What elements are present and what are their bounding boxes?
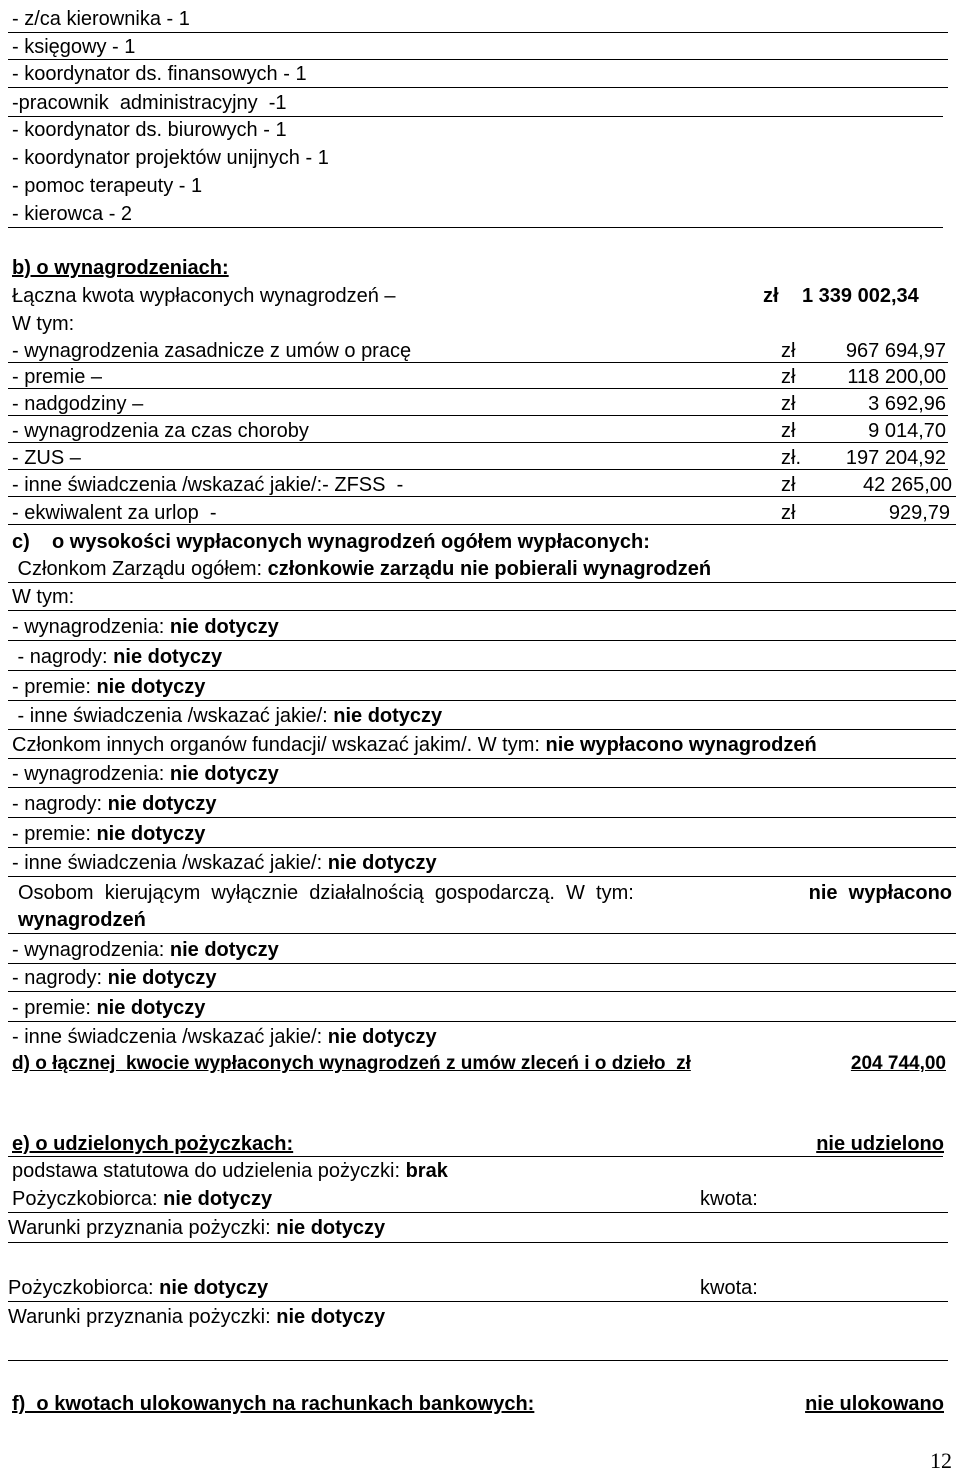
wage-row-value: 118 200,00 — [847, 366, 946, 388]
rule — [8, 1021, 956, 1022]
wage-row-label: - ekwiwalent za urlop - — [12, 502, 217, 524]
amount-label: kwota: — [700, 1188, 758, 1210]
wage-row-currency: zł — [781, 366, 796, 388]
staff-item: - księgowy - 1 — [12, 36, 136, 58]
staff-item: -pracownik administracyjny -1 — [12, 92, 287, 114]
rule — [8, 388, 948, 389]
item-label: - nagrody: — [12, 646, 114, 668]
item-label: - premie: — [12, 676, 97, 698]
borrower-line — [12, 1187, 272, 1211]
w-tym-label: W tym: — [12, 586, 75, 608]
wage-row-label: - nadgodziny – — [12, 393, 144, 415]
item-value: nie dotyczy — [327, 852, 437, 874]
wage-row-currency: zł — [781, 474, 796, 496]
group1-item — [12, 645, 222, 669]
staff-item: - koordynator ds. finansowych - 1 — [12, 63, 307, 85]
wage-row-label: - premie – — [12, 366, 103, 388]
rule — [8, 415, 948, 416]
item-value: nie dotyczy — [169, 939, 279, 961]
wage-row-value: 929,79 — [888, 502, 950, 524]
rule — [8, 582, 956, 583]
rule — [8, 1242, 948, 1243]
wage-row-label: - ZUS – — [12, 447, 81, 469]
item-value: nie dotyczy — [96, 823, 206, 845]
borrower-value: nie dotyczy — [163, 1188, 273, 1210]
wage-row-value: 9 014,70 — [868, 420, 946, 442]
group2-item — [12, 851, 437, 875]
wage-row-value: 967 694,97 — [845, 340, 946, 362]
rule — [8, 227, 943, 228]
group2-item — [12, 822, 205, 846]
rule — [8, 933, 956, 934]
group1-item — [12, 615, 279, 639]
staff-item: - z/ca kierownika - 1 — [12, 8, 190, 30]
group2-item — [12, 762, 279, 786]
w-tym-label: W tym: — [12, 313, 75, 335]
other-organs-line — [12, 733, 817, 757]
group3-item — [12, 966, 217, 990]
managers-text: Osobom kierującym wyłącznie działalnością gospodarczą. W tym: — [18, 882, 645, 904]
board-label: Członkom Zarządu ogółem: — [12, 558, 268, 580]
section-b-heading: b) o wynagrodzeniach: — [12, 257, 229, 279]
conditions-label: Warunki przyznania pożyczki: — [8, 1306, 277, 1328]
wage-row-value: 3 692,96 — [868, 393, 946, 415]
item-value: nie dotyczy — [169, 763, 279, 785]
rule — [8, 963, 956, 964]
borrower-label: Pożyczkobiorca: — [12, 1188, 164, 1210]
item-value: nie dotyczy — [169, 616, 279, 638]
group3-item — [12, 996, 205, 1020]
wage-row-label: - wynagrodzenia za czas choroby — [12, 420, 309, 442]
conditions-line — [8, 1305, 385, 1329]
wage-row-currency: zł — [781, 393, 796, 415]
staff-item: - koordynator ds. biurowych - 1 — [12, 119, 287, 141]
statutory-basis — [12, 1159, 448, 1183]
item-label: - nagrody: — [12, 793, 108, 815]
rule — [8, 1301, 948, 1302]
page-number: 12 — [930, 1448, 952, 1473]
item-value: nie dotyczy — [96, 997, 206, 1019]
rule — [8, 610, 956, 611]
wage-row-label: - inne świadczenia /wskazać jakie/:- ZFSS - — [12, 474, 404, 496]
rule — [8, 991, 956, 992]
item-label: - wynagrodzenia: — [12, 616, 170, 638]
wage-row-value: 197 204,92 — [845, 447, 946, 469]
group3-item — [12, 938, 279, 962]
section-d-value: 204 744,00 — [850, 1053, 946, 1074]
wage-row-currency: zł — [781, 502, 796, 524]
item-label: - inne świadczenia /wskazać jakie/: — [12, 705, 334, 727]
group3-item — [12, 1025, 437, 1049]
basis-value: brak — [405, 1160, 448, 1182]
staff-item: - koordynator projektów unijnych - 1 — [12, 147, 329, 169]
total-value: 1 339 002,34 — [802, 285, 919, 307]
rule — [8, 876, 956, 877]
rule — [8, 116, 943, 117]
wage-row-currency: zł. — [781, 447, 801, 469]
rule — [8, 442, 948, 443]
item-label: - premie: — [12, 997, 97, 1019]
rule — [8, 524, 956, 525]
board-line — [12, 557, 711, 581]
section-d-label: d) o łącznej kwocie wypłaconych wynagrodzeń z umów zleceń i o dzieło zł — [12, 1053, 691, 1074]
rule — [8, 817, 956, 818]
loans-status: nie udzielono — [816, 1133, 944, 1155]
rule — [8, 496, 956, 497]
wage-row-currency: zł — [781, 340, 796, 362]
item-value: nie dotyczy — [113, 646, 223, 668]
wage-row-currency: zł — [781, 420, 796, 442]
item-label: - wynagrodzenia: — [12, 939, 170, 961]
item-label: - wynagrodzenia: — [12, 763, 170, 785]
total-label: Łączna kwota wypłaconych wynagrodzeń – — [12, 285, 396, 307]
item-value: nie dotyczy — [107, 967, 217, 989]
rule — [8, 362, 948, 363]
item-label: - nagrody: — [12, 967, 108, 989]
item-value: nie dotyczy — [107, 793, 217, 815]
basis-label: podstawa statutowa do udzielenia pożyczki: — [12, 1160, 406, 1182]
other-organs-value: nie wypłacono wynagrodzeń — [545, 734, 817, 756]
total-currency: zł — [763, 285, 779, 307]
wage-row-value: 42 265,00 — [863, 474, 952, 496]
staff-item: - kierowca - 2 — [12, 203, 133, 225]
borrower-label: Pożyczkobiorca: — [8, 1277, 160, 1299]
borrower-line — [8, 1276, 268, 1300]
managers-value-cont: wynagrodzeń — [18, 909, 146, 931]
rule — [8, 670, 956, 671]
deposits-status: nie ulokowano — [805, 1393, 944, 1415]
amount-label: kwota: — [700, 1277, 758, 1299]
managers-value: nie wypłacono — [808, 882, 952, 904]
rule — [8, 1212, 948, 1213]
item-label: - premie: — [12, 823, 97, 845]
rule — [8, 758, 956, 759]
conditions-value: nie dotyczy — [276, 1217, 386, 1239]
item-label: - inne świadczenia /wskazać jakie/: — [12, 1026, 328, 1048]
rule — [8, 1156, 943, 1157]
rule — [8, 700, 956, 701]
item-label: - inne świadczenia /wskazać jakie/: — [12, 852, 328, 874]
rule — [8, 32, 948, 33]
section-e-heading: e) o udzielonych pożyczkach: — [12, 1133, 294, 1155]
rule — [8, 87, 948, 88]
group1-item — [12, 675, 205, 699]
conditions-label: Warunki przyznania pożyczki: — [8, 1217, 277, 1239]
rule — [8, 787, 956, 788]
item-value: nie dotyczy — [96, 676, 206, 698]
staff-item: - pomoc terapeuty - 1 — [12, 175, 203, 197]
wage-row-label: - wynagrodzenia zasadnicze z umów o pracę — [12, 340, 412, 362]
item-value: nie dotyczy — [333, 705, 443, 727]
rule — [8, 1360, 948, 1361]
rule — [8, 469, 948, 470]
conditions-value: nie dotyczy — [276, 1306, 386, 1328]
rule — [8, 729, 956, 730]
group2-item — [12, 792, 217, 816]
item-value: nie dotyczy — [327, 1026, 437, 1048]
rule — [8, 640, 956, 641]
other-organs-label: Członkom innych organów fundacji/ wskazać jakim/. W tym: — [12, 734, 546, 756]
rule — [8, 59, 948, 60]
section-f-heading: f) o kwotach ulokowanych na rachunkach bankowych: — [12, 1393, 535, 1415]
borrower-value: nie dotyczy — [159, 1277, 269, 1299]
conditions-line — [8, 1216, 385, 1240]
rule — [8, 847, 956, 848]
section-c-heading: c) o wysokości wypłaconych wynagrodzeń ogółem wypłaconych: — [12, 531, 650, 553]
group1-item — [12, 704, 442, 728]
board-value: członkowie zarządu nie pobierali wynagrodzeń — [267, 558, 712, 580]
